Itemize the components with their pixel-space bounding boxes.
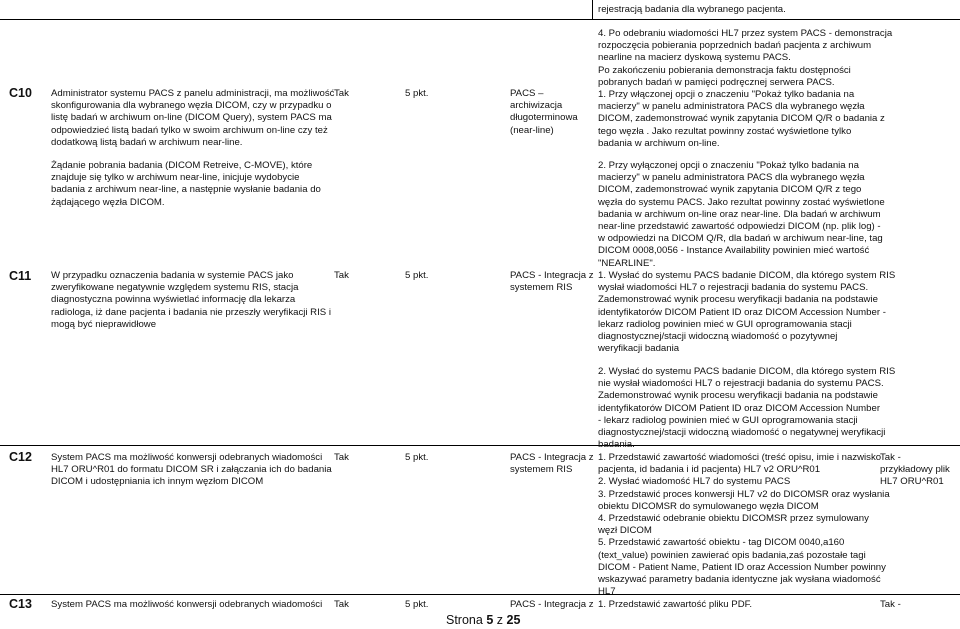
- row-id-c10: C10: [9, 86, 32, 100]
- previous-row-fragment: rejestracją badania dla wybranego pacjenta.: [598, 4, 786, 15]
- c10-module: PACS – archiwizacja długoterminowa (near-line): [510, 88, 578, 136]
- c13-module: PACS - Integracja z: [510, 599, 594, 610]
- c11-module: PACS - Integracja z systemem RIS: [510, 270, 594, 294]
- c11-points: 5 pkt.: [405, 270, 429, 281]
- c13-procedure: 1. Przedstawić zawartość pliku PDF.: [598, 599, 753, 610]
- page-separator: z: [496, 613, 504, 627]
- c10-description-extra: Żądanie pobrania badania (DICOM Retreive, C-MOVE), które znajduje się tylko w archiwum near-line, inicjuje wydobycie badania z archiwum near-line, a następnie wysłanie badania do żądającego węzła DICOM.: [51, 160, 321, 208]
- row-id-c13: C13: [9, 597, 32, 611]
- c12-description: System PACS ma możliwość konwersji odebranych wiadomości HL7 ORU^R01 do formatu DICOM SR i załączania ich do badania DICOM i udostępniania ich innym węzłom DICOM: [51, 452, 332, 488]
- c13-note: Tak -: [880, 599, 901, 610]
- row-divider: [0, 19, 960, 20]
- c11-description: W przypadku oznaczenia badania w systemie PACS jako zweryfikowane negatywnie względem systemu RIS, stacja diagnostyczna powinna wyświetlać informację dla lekarza radiologa, iż dane pacjenta i badania nie przeszły weryfikacji RIS i mogą być nieprawidłowe: [51, 270, 331, 330]
- c12-module: PACS - Integracja z systemem RIS: [510, 452, 594, 476]
- c13-points: 5 pkt.: [405, 599, 429, 610]
- c10-procedure-extra: 2. Przy wyłączonej opcji o znaczeniu "Pokaż tylko badania na macierzy" w panelu administratora PACS dla wybranego węzła DICOM, zademonstrować wynik zapytania DICOM Q/R z tego węzła do systemu PACS. Jako rezultat powinny zostać wyświetlone badania w archiwum on-line oraz near-line. Dla badań w archiwum near-line przedstawić zawartość odpowiedzi DICOM (np. plik log) - w odpowiedzi na DICOM Q/R, dla badań w archiwum near-line, tag DICOM 0008,0056 - Instance Availability powinien mieć wartość "NEARLINE".: [598, 160, 885, 269]
- c13-description: System PACS ma możliwość konwersji odebranych wiadomości: [51, 599, 323, 610]
- c10-points: 5 pkt.: [405, 88, 429, 99]
- c10-procedure: 4. Po odebraniu wiadomości HL7 przez system PACS - demonstracja rozpoczęcia pobierania poprzednich badań pacjenta z archiwum nearline na macierz dyskową systemu PACS. Po zakończeniu pobierania demonstracja faktu dostępności pobranych badań w pamięci podręcznej serwera PACS. 1. Przy włączonej opcji o znaczeniu "Pokaż tylko badania na macierzy" w panelu administratora PACS dla wybranego węzła DICOM, zademonstrować wynik zapytania DICOM Q/R o badania z tego węzła . Jako rezultat powinny zostać wyświetlone tylko badania w archiwum on-line.: [598, 28, 893, 149]
- c12-note: Tak - przykładowy plik HL7 ORU^R01: [880, 452, 950, 488]
- page-number: [446, 613, 520, 627]
- row-id-c12: C12: [9, 450, 32, 464]
- page-current: 5: [486, 613, 494, 627]
- c11-required: Tak: [334, 270, 349, 281]
- c12-procedure: 1. Przedstawić zawartość wiadomości (treść opisu, imie i nazwisko pacjenta, id badania i id pacjenta) HL7 v2 ORU^R01 2. Wysłać wiadomość HL7 do systemu PACS 3. Przedstawić proces konwersji HL7 v2 do DICOMSR oraz wysłania obiektu DICOMSR do symulowanego węzła DICOM 4. Przedstawić odebranie obiektu DICOMSR przez symulowany węzł DICOM 5. Przedstawić zawartość obiektu - tag DICOM 0040,a160 (text_value) powinien zawierać opis badania,zaś pozostałe tagi DICOM - Patient Name, Patient ID oraz Accession Number powinny wskazywać parametry badania identyczne jak wysłana wiadomość HL7: [598, 452, 890, 598]
- page-total: 25: [506, 613, 521, 627]
- c10-required: Tak: [334, 88, 349, 99]
- c10-description: Administrator systemu PACS z panelu administracji, ma możliwość skonfigurowania dla wybranego węzła DICOM, czy w przypadku o listę badań w archiwum on-line (DICOM Query), system PACS ma odpowiedzieć listą badań tylko w swoim archiwum on-line czy też dodatkową listą badań w archiwum near-line.: [51, 88, 335, 148]
- row-id-c11: C11: [9, 269, 32, 283]
- c12-points: 5 pkt.: [405, 452, 429, 463]
- column-divider: [592, 0, 593, 19]
- page-label: Strona: [446, 613, 483, 627]
- c13-required: Tak: [334, 599, 349, 610]
- c12-required: Tak: [334, 452, 349, 463]
- c11-procedure-extra: 2. Wysłać do systemu PACS badanie DICOM, dla którego system RIS nie wysłał wiadomości HL7 o rejestracji badania do systemu PACS. Zademonstrować wynik procesu weryfikacji badania na podstawie identyfikatorów DICOM Patient ID oraz DICOM Accession Number - lekarz radiolog powinien mieć w GUI oprogramowania stacji diagnostycznej/stacji widoczną wiadomość o negatywnej weryfikacji badania.: [598, 366, 896, 451]
- c11-procedure: 1. Wysłać do systemu PACS badanie DICOM, dla którego system RIS wysłał wiadomości HL7 o rejestracji badania do systemu PACS. Zademonstrować wynik procesu weryfikacji badania na podstawie identyfikatorów DICOM Patient ID oraz DICOM Accession Number - lekarz radiolog powinien mieć w GUI oprogramowania stacji diagnostycznej/stacji widoczną wiadomość o pozytywnej weryfikacji badania: [598, 270, 896, 355]
